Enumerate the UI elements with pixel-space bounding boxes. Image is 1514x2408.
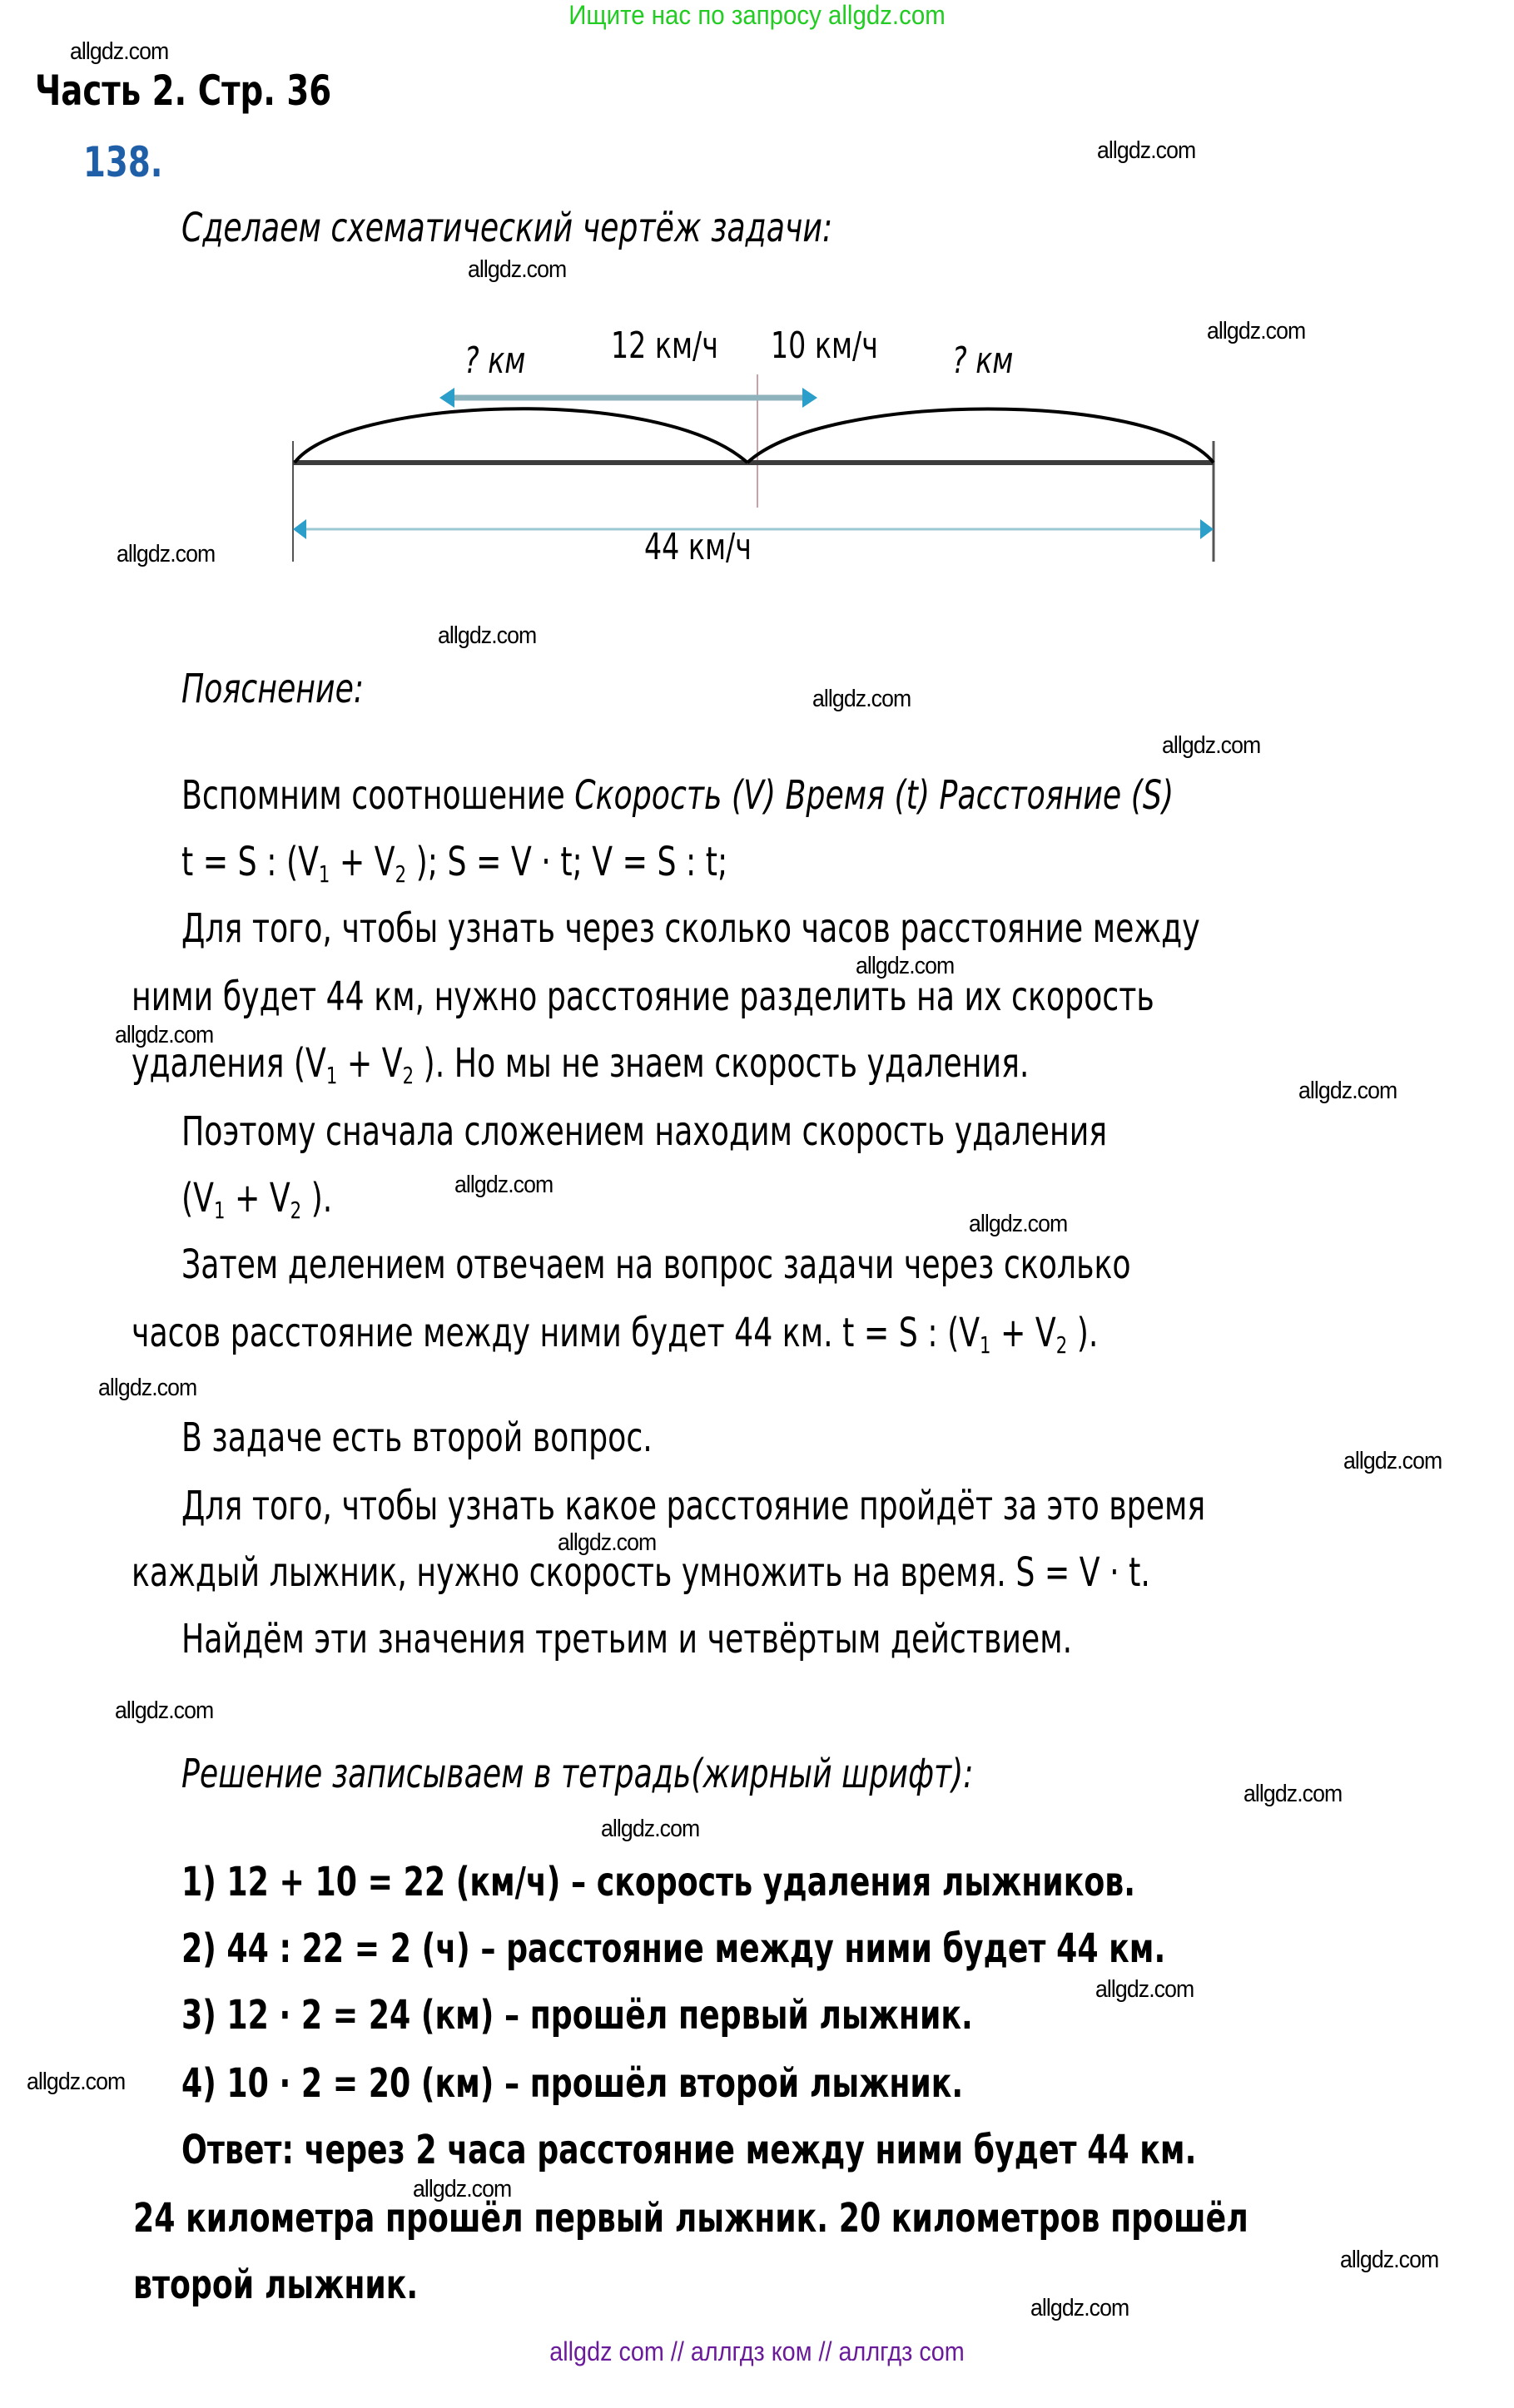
watermark: allgdz.com — [98, 1375, 197, 1401]
watermark: allgdz.com — [438, 622, 537, 649]
watermark: allgdz.com — [1097, 137, 1196, 164]
watermark: allgdz.com — [1343, 1448, 1442, 1474]
watermark: allgdz.com — [1340, 2247, 1439, 2273]
task-number: 138. — [83, 138, 163, 186]
subscript: 1 — [318, 860, 330, 888]
text-part: + V — [990, 1310, 1056, 1356]
text-part: ). — [301, 1175, 333, 1221]
total-label: 44 км/ч — [644, 526, 752, 568]
watermark: allgdz.com — [27, 2069, 126, 2095]
watermark: allgdz.com — [115, 1022, 214, 1048]
text-part: + V — [337, 1040, 403, 1087]
paragraph-line: каждый лыжник, нужно скорость умножить на время. S = V · t. — [132, 1549, 1150, 1596]
watermark: allgdz.com — [1162, 732, 1261, 759]
watermark: allgdz.com — [601, 1816, 700, 1842]
solution-step: 1) 12 + 10 = 22 (км/ч) – скорость удаления лыжников. — [181, 1859, 1135, 1905]
top-banner: Ищите нас по запросу allgdz.com — [568, 0, 946, 30]
diagram-lines — [275, 300, 1232, 582]
text-part: удаления (V — [132, 1040, 326, 1087]
paragraph-line — [132, 1310, 1098, 1359]
watermark: allgdz.com — [1243, 1781, 1343, 1807]
arrow-right-icon — [1200, 519, 1214, 539]
recall-prefix: Вспомним соотношение — [181, 772, 575, 819]
formula-line — [181, 839, 727, 888]
intro-text: Сделаем схематический чертёж задачи: — [181, 205, 833, 251]
watermark: allgdz.com — [812, 686, 911, 712]
text-part: (V — [181, 1175, 214, 1221]
formula-part: + V — [330, 839, 395, 885]
page-title: Часть 2. Стр. 36 — [35, 67, 332, 115]
paragraph-line: Для того, чтобы узнать через сколько часов расстояние между — [181, 905, 1200, 952]
subscript: 1 — [325, 1062, 338, 1089]
text-part: часов расстояние между ними будет 44 км. t = S : (V — [132, 1310, 980, 1356]
answer-line: Ответ: через 2 часа расстояние между ними будет 44 км. — [181, 2127, 1197, 2173]
arrow-left-icon — [439, 388, 454, 408]
answer-line: второй лыжник. — [133, 2262, 419, 2308]
paragraph-line — [132, 1040, 1029, 1089]
subscript: 1 — [980, 1331, 991, 1359]
text-part: ). — [1067, 1310, 1099, 1356]
explanation-heading: Пояснение: — [181, 666, 365, 712]
solution-step: 2) 44 : 22 = 2 (ч) – расстояние между ними будет 44 км. — [181, 1925, 1166, 1972]
paragraph-line — [181, 1175, 332, 1224]
paragraph-line: ними будет 44 км, нужно расстояние разделить на их скорость — [132, 974, 1154, 1020]
subscript: 2 — [402, 1062, 414, 1089]
paragraph-line: Затем делением отвечаем на вопрос задачи через сколько — [181, 1241, 1131, 1288]
solution-step: 3) 12 · 2 = 24 (км) – прошёл первый лыжник. — [181, 1992, 973, 2039]
watermark: allgdz.com — [413, 2176, 512, 2202]
paragraph-line: В задаче есть второй вопрос. — [181, 1415, 653, 1461]
paragraph-line: Найдём эти значения третьим и четвёртым действием. — [181, 1616, 1073, 1662]
watermark: allgdz.com — [115, 1697, 214, 1724]
arrow-left-icon — [293, 519, 306, 539]
watermark: allgdz.com — [856, 953, 955, 979]
left-distance-label: ? км — [464, 339, 526, 382]
recall-italic: Скорость (V) Время (t) Расстояние (S) — [574, 772, 1174, 819]
subscript: 2 — [290, 1197, 302, 1224]
subscript: 1 — [213, 1197, 226, 1224]
watermark: allgdz.com — [969, 1211, 1068, 1237]
watermark: allgdz.com — [70, 38, 169, 65]
formula-part: t = S : (V — [181, 839, 319, 885]
answer-line: 24 километра прошёл первый лыжник. 20 километров прошёл — [133, 2195, 1248, 2242]
right-speed-label: 10 км/ч — [771, 325, 878, 367]
watermark: allgdz.com — [1207, 318, 1306, 344]
schematic-diagram — [275, 300, 1232, 582]
text-part: + V — [225, 1175, 290, 1221]
subscript: 2 — [395, 860, 407, 888]
paragraph-line: Для того, чтобы узнать какое расстояние пройдёт за это время — [181, 1483, 1206, 1529]
watermark: allgdz.com — [1298, 1078, 1397, 1104]
paragraph-line: Поэтому сначала сложением находим скорость удаления — [181, 1108, 1108, 1155]
watermark: allgdz.com — [1095, 1976, 1194, 2003]
watermark: allgdz.com — [468, 256, 567, 283]
solution-heading: Решение записываем в тетрадь(жирный шрифт): — [181, 1751, 974, 1797]
watermark: allgdz.com — [558, 1529, 657, 1556]
solution-step: 4) 10 · 2 = 20 (км) – прошёл второй лыжник. — [181, 2060, 964, 2107]
recall-line — [181, 772, 1174, 819]
text-part: ). Но мы не знаем скорость удаления. — [414, 1040, 1030, 1087]
watermark: allgdz.com — [454, 1172, 553, 1198]
formula-part: ); S = V · t; V = S : t; — [406, 839, 728, 885]
watermark: allgdz.com — [117, 541, 216, 567]
subscript: 2 — [1055, 1331, 1068, 1359]
right-distance-label: ? км — [952, 339, 1014, 382]
bottom-banner: allgdz com // аллгдз ком // аллгдз com — [549, 2336, 965, 2366]
watermark: allgdz.com — [1030, 2295, 1129, 2321]
left-speed-label: 12 км/ч — [611, 325, 718, 367]
arrow-right-icon — [802, 388, 817, 408]
